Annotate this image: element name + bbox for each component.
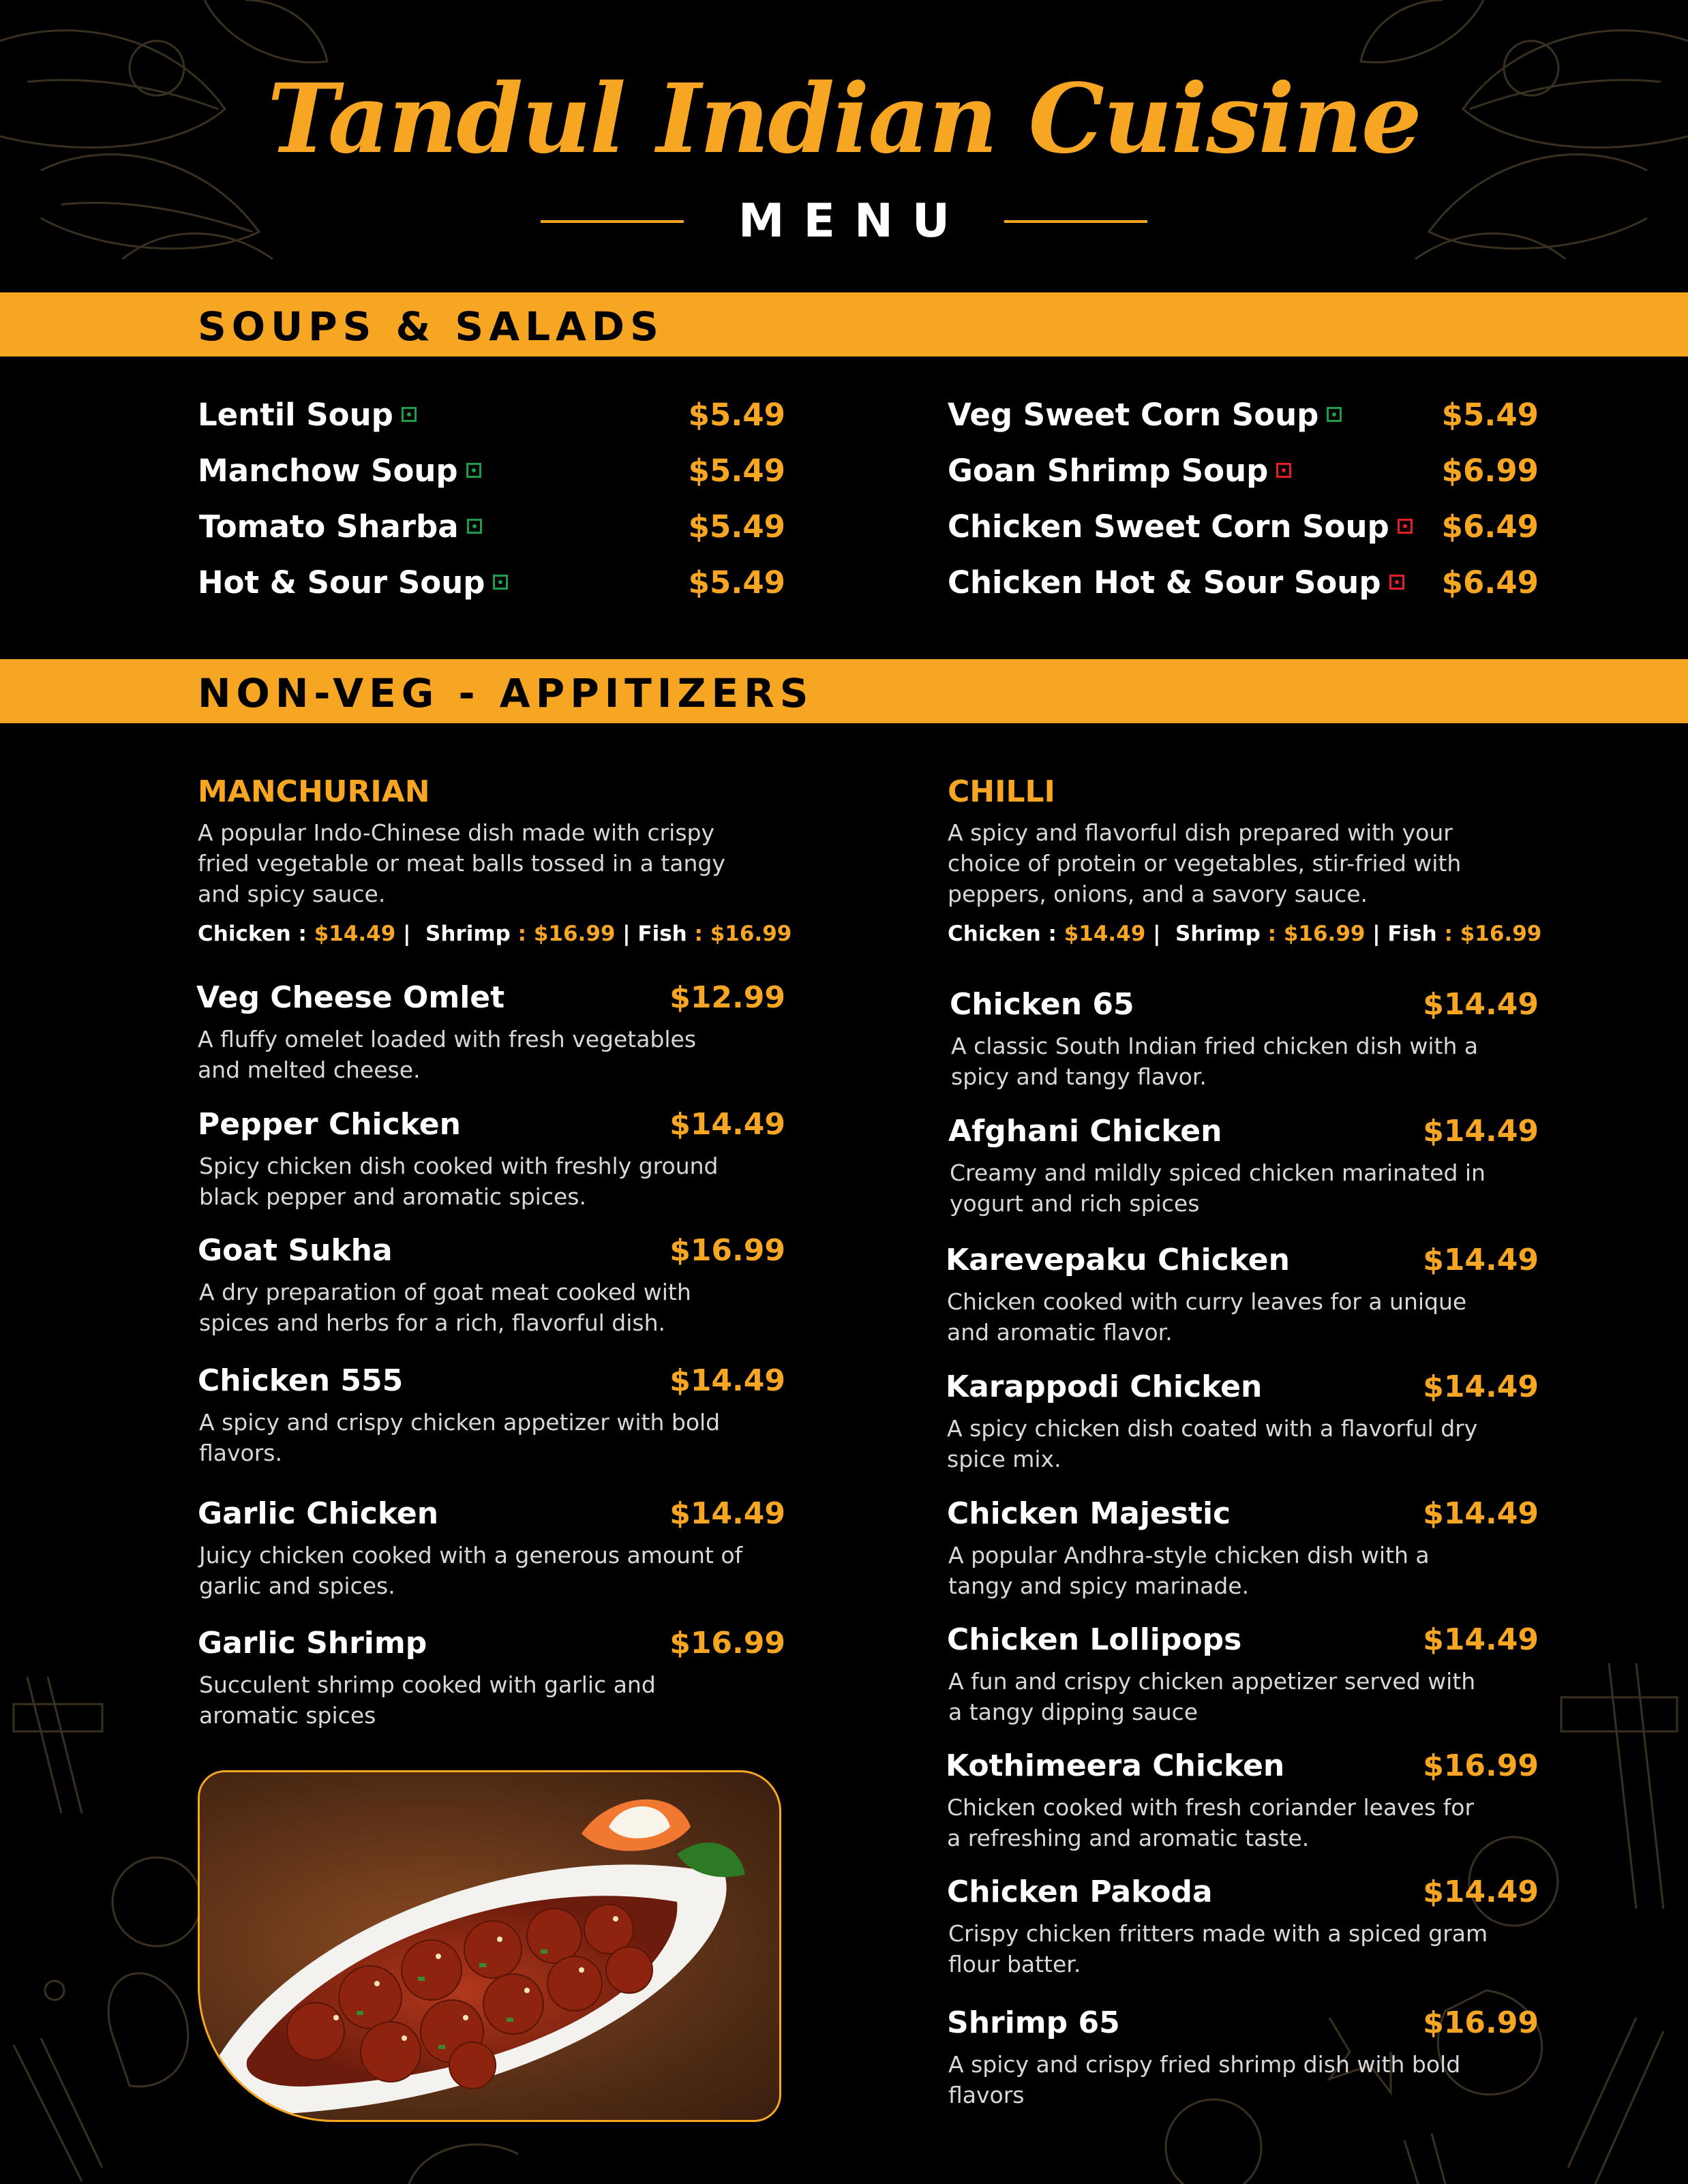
category-prices: Chicken : $14.49 | Shrimp : $16.99 | Fish : $16.99 <box>948 922 1542 946</box>
item-price: $5.49 <box>688 453 785 489</box>
item-description: Chicken cooked with curry leaves for a unique and aromatic flavor. <box>947 1288 1467 1346</box>
item-price: $16.99 <box>1423 2005 1539 2040</box>
item-name: Garlic Shrimp <box>198 1626 427 1660</box>
divider-line <box>541 220 684 223</box>
item-description: A dry preparation of goat meat cooked with spices and herbs for a rich, flavorful dish. <box>199 1279 691 1336</box>
vegetable-doodles-right-icon <box>1166 1837 1663 2184</box>
item-price: $16.99 <box>669 1626 785 1660</box>
dish-illustration <box>200 1772 779 2120</box>
menu-item <box>198 564 785 605</box>
item-name: Goan Shrimp Soup <box>948 453 1269 489</box>
item-price: $6.49 <box>1441 564 1539 601</box>
item-name-wrap <box>198 453 481 489</box>
item-name-wrap <box>198 564 508 601</box>
item-description: Crispy chicken fritters made with a spiced gram flour batter. <box>948 1920 1488 1977</box>
price-value: : $16.99 <box>694 922 792 946</box>
item-description: A spicy and crispy chicken appetizer with bold flavors. <box>199 1409 721 1466</box>
price-label: Chicken : <box>198 922 307 946</box>
item-name: Veg Sweet Corn Soup <box>948 397 1319 433</box>
item-price: $14.49 <box>1423 1369 1539 1404</box>
category-name: MANCHURIAN <box>198 774 430 809</box>
menu-subtitle-row <box>0 194 1688 248</box>
item-description: A fun and crispy chicken appetizer served with a tangy dipping sauce <box>948 1668 1476 1725</box>
item-name-wrap <box>948 564 1404 601</box>
non-veg-mark-icon <box>1276 463 1291 478</box>
item-name: Lentil Soup <box>198 397 393 433</box>
item-price: $5.49 <box>688 509 785 545</box>
item-name: Veg Cheese Omlet <box>196 980 505 1015</box>
item-name: Goat Sukha <box>198 1233 393 1268</box>
item-price: $5.49 <box>1441 397 1539 433</box>
item-name: Kothimeera Chicken <box>946 1748 1285 1783</box>
menu-item <box>948 397 1539 438</box>
veg-mark-icon <box>467 519 482 534</box>
item-name: Chicken Pakoda <box>947 1875 1213 1909</box>
item-price: $14.49 <box>1423 1496 1539 1531</box>
item-price: $14.49 <box>669 1496 785 1531</box>
chopsticks-right-icon <box>1561 1663 1677 1909</box>
item-description: A fluffy omelet loaded with fresh vegetables and melted cheese. <box>198 1026 697 1083</box>
menu-subtitle: MENU <box>738 194 969 248</box>
dish-photo <box>198 1770 781 2122</box>
item-description: Spicy chicken dish cooked with freshly ground black pepper and aromatic spices. <box>199 1153 719 1210</box>
category-manchurian <box>198 774 811 946</box>
item-description: A spicy and crispy fried shrimp dish with bold flavors <box>948 2051 1461 2108</box>
non-veg-mark-icon <box>1398 519 1413 534</box>
item-price: $14.49 <box>1423 1875 1539 1909</box>
category-name: CHILLI <box>948 774 1055 809</box>
item-name: Pepper Chicken <box>198 1107 461 1142</box>
item-name-wrap <box>199 509 482 545</box>
category-chilli <box>948 774 1561 946</box>
veg-mark-icon <box>1327 407 1342 422</box>
item-name: Shrimp 65 <box>947 2005 1120 2040</box>
section-heading: SOUPS & SALADS <box>198 303 664 350</box>
price-label: Fish <box>637 922 687 946</box>
section-heading: NON-VEG - APPITIZERS <box>198 670 814 716</box>
section-band-soups <box>0 292 1688 357</box>
price-value: : $16.99 <box>1267 922 1366 946</box>
item-name: Karappodi Chicken <box>946 1369 1263 1404</box>
item-name-wrap <box>948 509 1413 545</box>
item-description: A classic South Indian fried chicken dish with a spicy and tangy flavor. <box>951 1033 1479 1090</box>
item-name: Chicken Hot & Sour Soup <box>948 564 1381 601</box>
item-price: $16.99 <box>669 1233 785 1268</box>
restaurant-title: Tandul Indian Cuisine <box>267 63 1421 175</box>
item-name: Manchow Soup <box>198 453 458 489</box>
category-description: A spicy and flavorful dish prepared with your choice of protein or vegetables, stir-fried with peppers, onions, and a savory sauce. <box>948 819 1462 907</box>
price-value: : $16.99 <box>517 922 616 946</box>
menu-item <box>948 509 1539 549</box>
item-price: $16.99 <box>1423 1748 1539 1783</box>
item-name: Garlic Chicken <box>198 1496 439 1531</box>
item-description: Juicy chicken cooked with a generous amount of garlic and spices. <box>199 1542 743 1599</box>
price-label: Chicken : <box>948 922 1057 946</box>
item-price: $14.49 <box>669 1107 785 1142</box>
item-price: $5.49 <box>688 564 785 601</box>
item-price: $14.49 <box>1423 987 1539 1022</box>
item-name: Tomato Sharba <box>199 509 459 545</box>
veg-mark-icon <box>493 575 508 590</box>
item-price: $5.49 <box>688 397 785 433</box>
item-name-wrap <box>948 397 1342 433</box>
item-name: Hot & Sour Soup <box>198 564 485 601</box>
item-price: $6.49 <box>1441 509 1539 545</box>
item-name-wrap <box>198 397 417 433</box>
menu-item <box>198 397 785 438</box>
item-description: Succulent shrimp cooked with garlic and aromatic spices <box>199 1671 656 1729</box>
price-value: $14.49 <box>1064 922 1146 946</box>
item-price: $14.49 <box>1423 1243 1539 1277</box>
item-description: A spicy chicken dish coated with a flavorful dry spice mix. <box>947 1415 1478 1472</box>
item-name: Chicken 65 <box>950 987 1134 1022</box>
item-name: Chicken Sweet Corn Soup <box>948 509 1389 545</box>
menu-item <box>199 509 785 549</box>
price-label: Shrimp <box>1175 922 1261 946</box>
menu-item <box>198 453 785 494</box>
item-description: A popular Andhra-style chicken dish with a tangy and spicy marinade. <box>948 1542 1430 1599</box>
menu-item <box>948 453 1539 494</box>
divider-line <box>1004 220 1147 223</box>
item-description: Creamy and mildly spiced chicken marinated in yogurt and rich spices <box>950 1159 1486 1217</box>
item-name: Karevepaku Chicken <box>946 1243 1290 1277</box>
item-name: Chicken Majestic <box>947 1496 1231 1531</box>
item-price: $14.49 <box>669 1363 785 1398</box>
item-description: Chicken cooked with fresh coriander leaves for a refreshing and aromatic taste. <box>947 1794 1475 1851</box>
veg-mark-icon <box>466 463 481 478</box>
item-price: $12.99 <box>669 980 785 1015</box>
chopsticks-left-icon <box>14 1677 102 1813</box>
item-price: $14.49 <box>1423 1114 1539 1149</box>
price-value: : $16.99 <box>1444 922 1542 946</box>
item-name: Afghani Chicken <box>948 1114 1222 1149</box>
price-value: $14.49 <box>314 922 396 946</box>
category-prices: Chicken : $14.49 | Shrimp : $16.99 | Fish : $16.99 <box>198 922 792 946</box>
category-description: A popular Indo-Chinese dish made with crispy fried vegetable or meat balls tossed in a tangy and spicy sauce. <box>198 819 725 907</box>
item-price: $6.99 <box>1441 453 1539 489</box>
non-veg-mark-icon <box>1389 575 1404 590</box>
item-name-wrap <box>948 453 1291 489</box>
section-band-appetizers <box>0 659 1688 723</box>
item-price: $14.49 <box>1423 1622 1539 1657</box>
price-label: Fish <box>1387 922 1437 946</box>
item-name: Chicken 555 <box>198 1363 404 1398</box>
menu-item <box>948 564 1539 605</box>
item-name: Chicken Lollipops <box>947 1622 1242 1657</box>
price-label: Shrimp <box>425 922 511 946</box>
veg-mark-icon <box>402 407 417 422</box>
